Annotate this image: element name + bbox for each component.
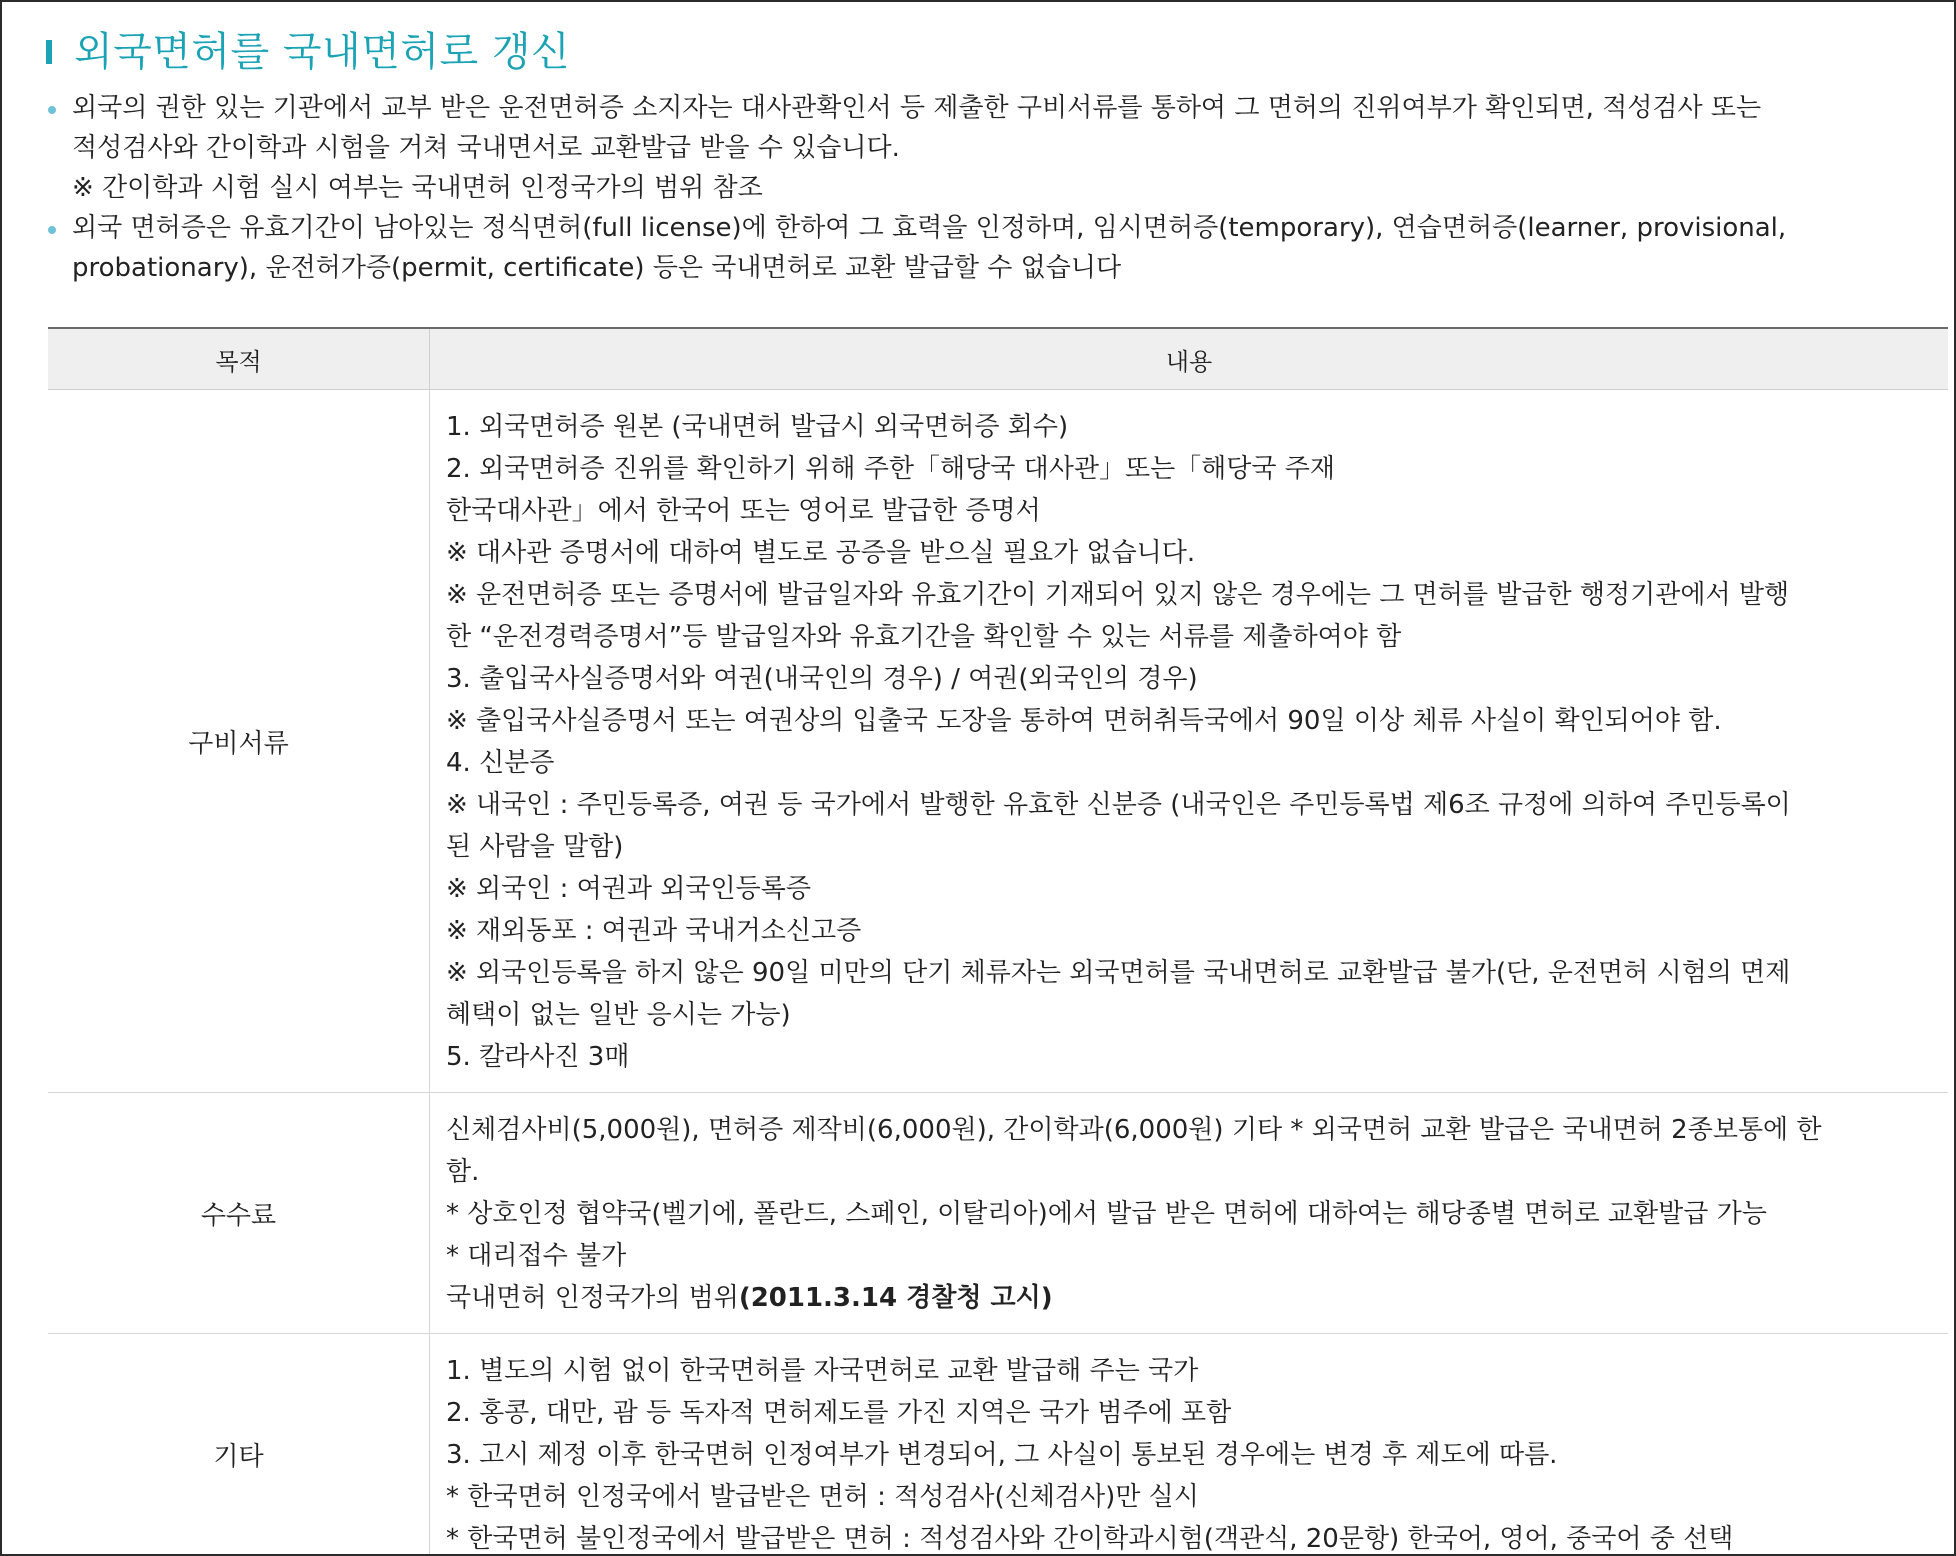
content-line: 3. 고시 제정 이후 한국면허 인정여부가 변경되어, 그 사실이 통보된 경우에는 변경 후 제도에 따름. [446, 1440, 1558, 1470]
row-purpose: 기타 [48, 1334, 430, 1556]
row-purpose: 구비서류 [48, 390, 430, 1093]
note-line: 외국 면허증은 유효기간이 남아있는 정식면허(full license)에 한하여 그 효력을 인정하며, 임시면허증(temporary), 연습면허증(learner, provisional, [72, 213, 1787, 243]
table-header-row [48, 328, 1948, 390]
bullet-dot-icon [48, 226, 56, 234]
note-line: 적성검사와 간이학과 시험을 거쳐 국내면서로 교환발급 받을 수 있습니다. [72, 133, 900, 163]
content-line: * 한국면허 인정국에서 발급받은 면허 : 적성검사(신체검사)만 실시 [446, 1482, 1199, 1512]
content-line: 한국대사관」에서 한국어 또는 영어로 발급한 증명서 [446, 496, 1041, 526]
section-title-row [46, 18, 570, 78]
content-line: * 상호인정 협약국(벨기에, 폴란드, 스페인, 이탈리아)에서 발급 받은 면허에 대하여는 해당종별 면허로 교환발급 가능 [446, 1199, 1767, 1229]
info-table [48, 327, 1948, 1556]
content-line: * 대리접수 불가 [446, 1241, 627, 1271]
content-line: ※ 운전면허증 또는 증명서에 발급일자와 유효기간이 기재되어 있지 않은 경우에는 그 면허를 발급한 행정기관에서 발행 [446, 580, 1790, 610]
column-header-purpose: 목적 [48, 328, 430, 390]
content-line: 된 사람을 말함) [446, 832, 624, 862]
content-line: 4. 신분증 [446, 748, 555, 778]
bullet-dot-icon [48, 106, 56, 114]
note-line: ※ 간이학과 시험 실시 여부는 국내면허 인정국가의 범위 참조 [72, 173, 763, 203]
content-line: ※ 외국인등록을 하지 않은 90일 미만의 단기 체류자는 외국면허를 국내면허로 교환발급 불가(단, 운전면허 시험의 면제 [446, 958, 1791, 988]
content-line: ※ 외국인 : 여권과 외국인등록증 [446, 874, 811, 904]
row-content [430, 1334, 1949, 1556]
notes-list [42, 88, 1932, 288]
content-line: 한 “운전경력증명서”등 발급일자와 유효기간을 확인할 수 있는 서류를 제출하여야 함 [446, 622, 1402, 652]
range-reference-text: 국내면허 인정국가의 범위 [446, 1283, 739, 1313]
content-line: * 한국면허 불인정국에서 발급받은 면허 : 적성검사와 간이학과시험(객관식, 20문항) 한국어, 영어, 중국어 중 선택 [446, 1524, 1734, 1554]
content-line [446, 1277, 1932, 1319]
notice-date-text: (2011.3.14 경찰청 고시) [738, 1283, 1053, 1313]
content-line: 3. 출입국사실증명서와 여권(내국인의 경우) / 여권(외국인의 경우) [446, 664, 1198, 694]
content-line: ※ 대사관 증명서에 대하여 별도로 공증을 받으실 필요가 없습니다. [446, 538, 1196, 568]
content-line: 2. 홍콩, 대만, 괌 등 독자적 면허제도를 가진 지역은 국가 범주에 포함 [446, 1398, 1232, 1428]
content-line: 1. 별도의 시험 없이 한국면허를 자국면허로 교환 발급해 주는 국가 [446, 1356, 1199, 1386]
row-content [430, 390, 1949, 1093]
row-content [430, 1093, 1949, 1334]
title-accent-bar [46, 40, 52, 64]
content-line: 5. 칼라사진 3매 [446, 1042, 630, 1072]
content-line: 혜택이 없는 일반 응시는 가능) [446, 1000, 791, 1030]
column-header-content: 내용 [430, 328, 1949, 390]
table-row [48, 1093, 1948, 1334]
page-title: 외국면허를 국내면허로 갱신 [74, 28, 571, 75]
content-line: 신체검사비(5,000원), 면허증 제작비(6,000원), 간이학과(6,000원) 기타 * 외국면허 교환 발급은 국내면허 2종보통에 한 [446, 1115, 1822, 1145]
content-line: 1. 외국면허증 원본 (국내면허 발급시 외국면허증 회수) [446, 412, 1069, 442]
note-line: probationary), 운전허가증(permit, certificate) 등은 국내면허로 교환 발급할 수 없습니다 [72, 253, 1122, 283]
content-line: 2. 외국면허증 진위를 확인하기 위해 주한「해당국 대사관」또는「해당국 주재 [446, 454, 1336, 484]
content-line: 함. [446, 1157, 480, 1187]
content-line: ※ 내국인 : 주민등록증, 여권 등 국가에서 발행한 유효한 신분증 (내국인은 주민등록법 제6조 규정에 의하여 주민등록이 [446, 790, 1791, 820]
note-item [42, 208, 1932, 288]
row-purpose: 수수료 [48, 1093, 430, 1334]
table-row [48, 1334, 1948, 1556]
note-line: 외국의 권한 있는 기관에서 교부 받은 운전면허증 소지자는 대사관확인서 등 제출한 구비서류를 통하여 그 면허의 진위여부가 확인되면, 적성검사 또는 [72, 93, 1762, 123]
content-line: ※ 재외동포 : 여권과 국내거소신고증 [446, 916, 862, 946]
note-item [42, 88, 1932, 208]
content-line: ※ 출입국사실증명서 또는 여권상의 입출국 도장을 통하여 면허취득국에서 90일 이상 체류 사실이 확인되어야 함. [446, 706, 1722, 736]
table-row [48, 390, 1948, 1093]
